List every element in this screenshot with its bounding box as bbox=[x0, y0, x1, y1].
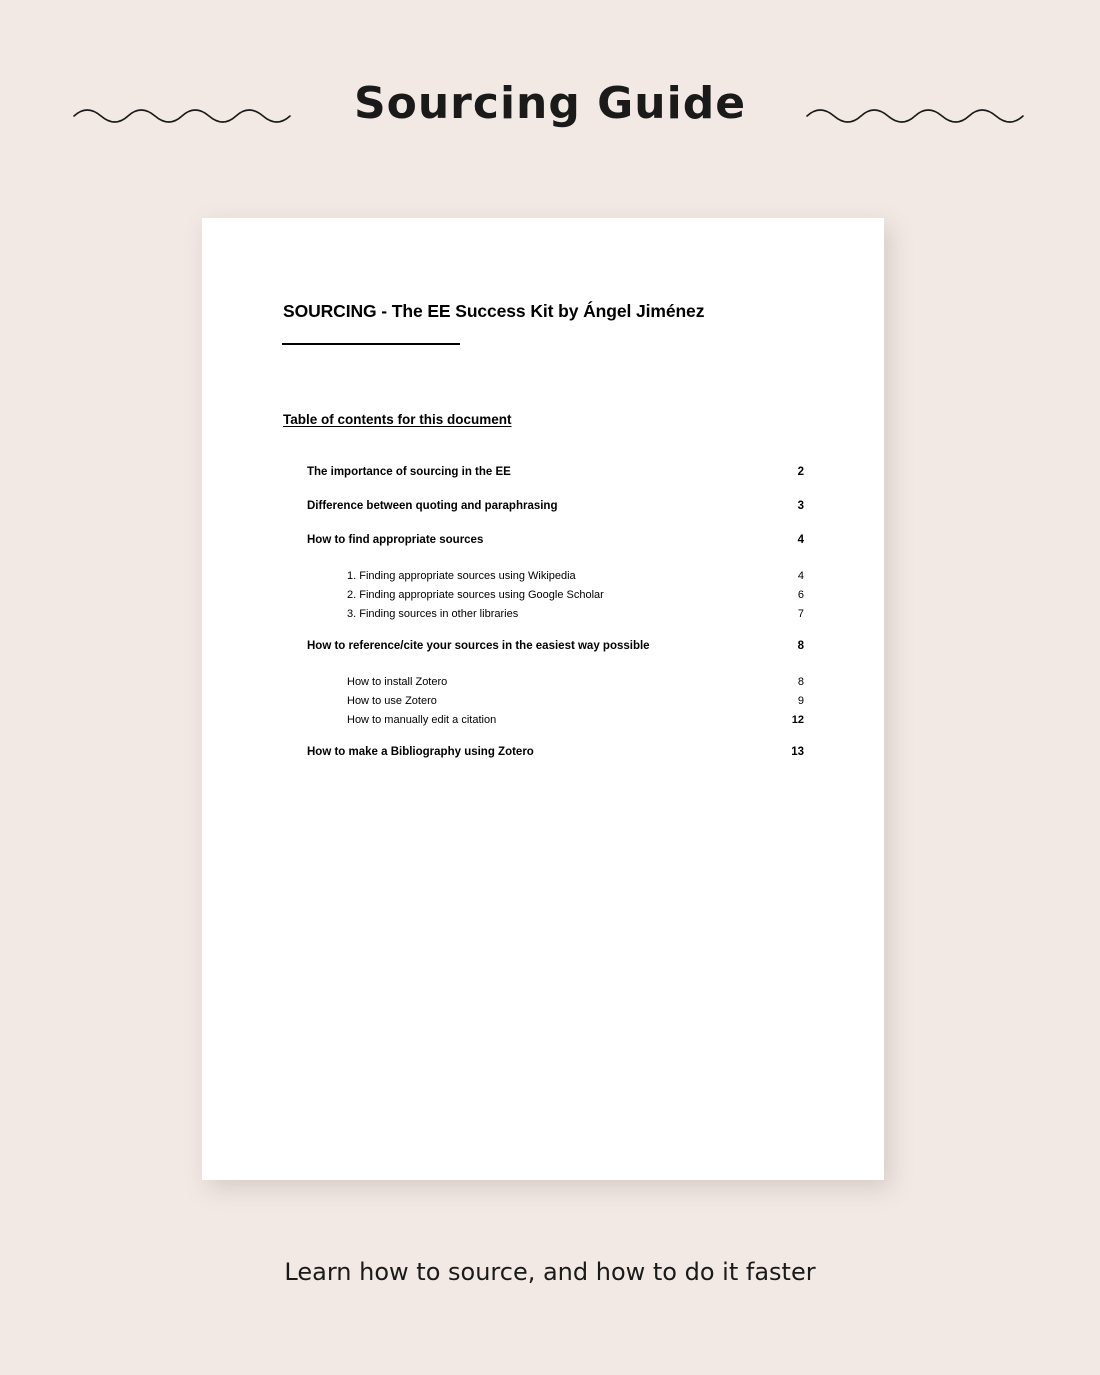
footer-caption: Learn how to source, and how to do it faster bbox=[284, 1258, 816, 1286]
toc-entry bbox=[202, 746, 884, 758]
page-title: Sourcing Guide bbox=[353, 78, 747, 129]
toc-entry-label: Difference between quoting and paraphrasing bbox=[307, 500, 558, 512]
toc-entry-page: 2 bbox=[797, 466, 804, 478]
toc-entry-label: The importance of sourcing in the EE bbox=[307, 466, 511, 478]
toc-entry bbox=[202, 534, 884, 546]
toc-subentry bbox=[202, 608, 884, 620]
toc-entry-page: 3 bbox=[797, 500, 804, 512]
table-of-contents bbox=[202, 466, 884, 780]
document-preview bbox=[202, 218, 884, 1180]
toc-subentry bbox=[202, 570, 884, 582]
toc-entry-label: How to make a Bibliography using Zotero bbox=[307, 746, 534, 758]
toc-entry-label: How to manually edit a citation bbox=[347, 714, 497, 726]
document-title: SOURCING - The EE Success Kit by Ángel Jiménez bbox=[283, 301, 705, 321]
toc-entry-page: 6 bbox=[797, 589, 804, 601]
toc-entry bbox=[202, 500, 884, 512]
header bbox=[0, 0, 1100, 190]
document-page bbox=[202, 218, 884, 1180]
toc-entry bbox=[202, 466, 884, 478]
toc-subentry bbox=[202, 676, 884, 688]
toc-entry-label: How to use Zotero bbox=[347, 695, 437, 707]
toc-subentry bbox=[202, 695, 884, 707]
toc-entry-page: 12 bbox=[791, 714, 804, 726]
toc-heading: Table of contents for this document bbox=[283, 412, 512, 427]
toc-subentry bbox=[202, 589, 884, 601]
toc-entry-page: 8 bbox=[797, 640, 804, 652]
toc-entry-label: How to install Zotero bbox=[347, 676, 448, 688]
title-underline-rule bbox=[282, 343, 460, 345]
toc-subentry bbox=[202, 714, 884, 726]
toc-entry bbox=[202, 640, 884, 652]
toc-entry-page: 4 bbox=[797, 570, 804, 582]
toc-entry-label: 2. Finding appropriate sources using Google Scholar bbox=[347, 589, 604, 601]
toc-entry-page: 9 bbox=[797, 695, 804, 707]
toc-entry-page: 13 bbox=[791, 746, 804, 758]
toc-entry-page: 7 bbox=[797, 608, 804, 620]
toc-entry-label: How to find appropriate sources bbox=[307, 534, 484, 546]
toc-entry-label: How to reference/cite your sources in the easiest way possible bbox=[307, 640, 650, 652]
toc-entry-page: 8 bbox=[797, 676, 804, 688]
toc-entry-page: 4 bbox=[797, 534, 804, 546]
toc-entry-label: 1. Finding appropriate sources using Wikipedia bbox=[347, 570, 576, 582]
toc-entry-label: 3. Finding sources in other libraries bbox=[347, 608, 519, 620]
